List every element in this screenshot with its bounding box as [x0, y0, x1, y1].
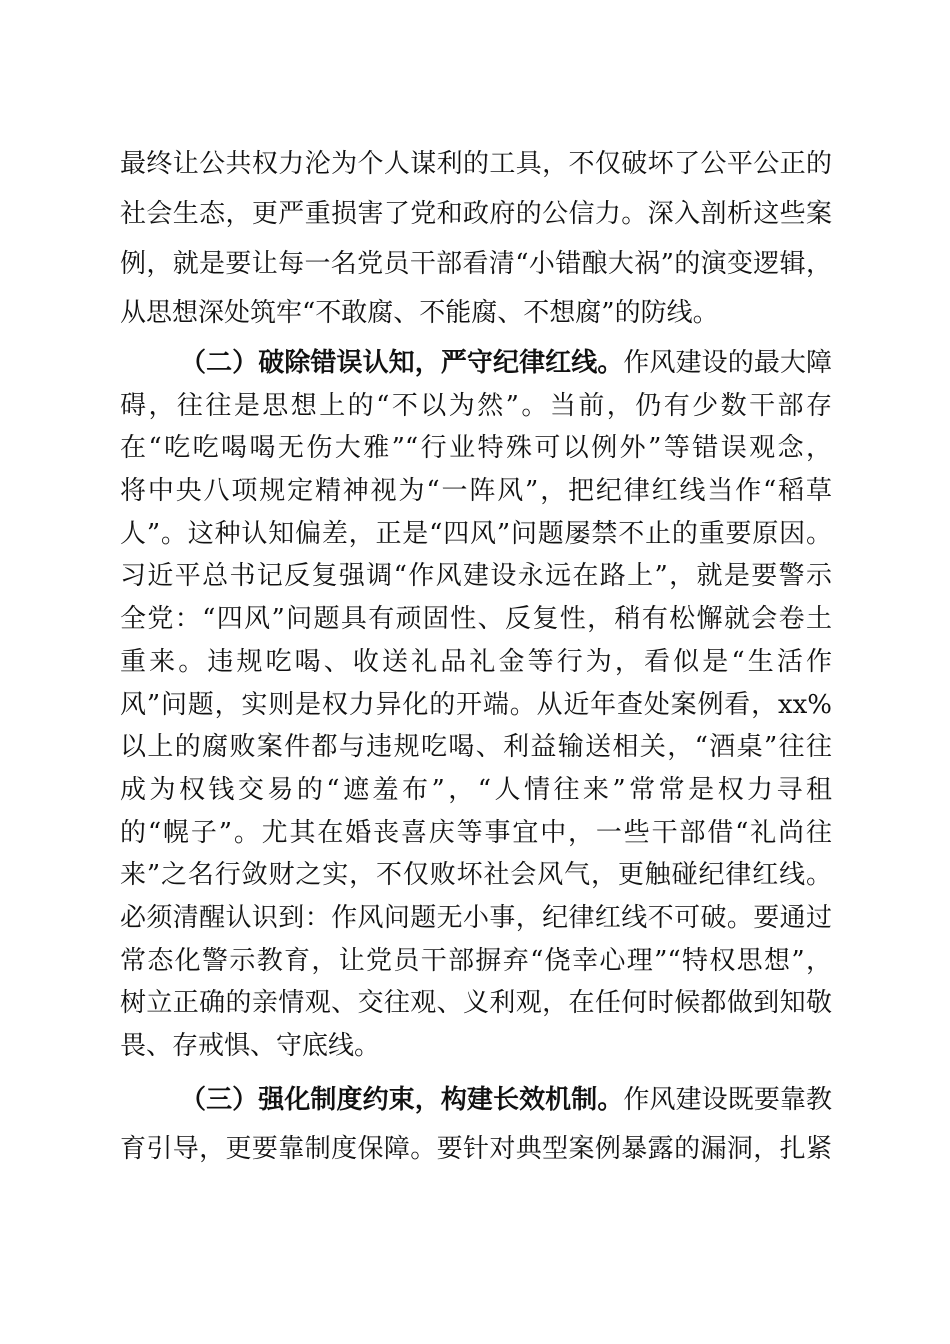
paragraph-2-line-13: 来”之名行敛财之实，不仅败坏社会风气，更触碰纪律红线。: [120, 860, 832, 890]
paragraph-3-heading: （三）强化制度约束，构建长效机制。: [180, 1085, 624, 1115]
paragraph-3-first-line: [180, 1078, 832, 1122]
paragraph-2-first-line-text: 作风建设的最大障: [623, 348, 832, 378]
paragraph-2-line-11: 成为权钱交易的“遮羞布”，“人情往来”常常是权力寻租: [120, 775, 832, 805]
paragraph-3-first-line-text: 作风建设既要靠教: [623, 1085, 832, 1115]
paragraph-2-line-5: 人”。这种认知偏差，正是“四风”问题屡禁不止的重要原因。: [120, 519, 832, 549]
paragraph-2-line-4: 将中央八项规定精神视为“一阵风”，把纪律红线当作“稻草: [120, 476, 832, 506]
paragraph-2-line-17: 畏、存戒惧、守底线。: [120, 1031, 381, 1061]
paragraph-1-line-4: 从思想深处筑牢“不敢腐、不能腐、不想腐”的防线。: [120, 298, 719, 328]
paragraph-2-line-14: 必须清醒认识到：作风问题无小事，纪律红线不可破。要通过: [120, 903, 832, 933]
paragraph-2-line-9: 风”问题，实则是权力异化的开端。从近年查处案例看，xx%: [120, 690, 832, 720]
paragraph-2-line-10: 以上的腐败案件都与违规吃喝、利益输送相关，“酒桌”往往: [120, 732, 832, 762]
paragraph-2-line-15: 常态化警示教育，让党员干部摒弃“侥幸心理”“特权思想”，: [120, 946, 832, 976]
paragraph-2-line-7: 全党：“四风”问题具有顽固性、反复性，稍有松懈就会卷土: [120, 604, 832, 634]
paragraph-2-line-3: 在“吃吃喝喝无伤大雅”“行业特殊可以例外”等错误观念，: [120, 433, 832, 463]
paragraph-2-heading: （二）破除错误认知，严守纪律红线。: [180, 348, 624, 378]
paragraph-1-line-2: 社会生态，更严重损害了党和政府的公信力。深入剖析这些案: [120, 199, 832, 229]
paragraph-2-first-line: [180, 341, 832, 385]
paragraph-2-line-16: 树立正确的亲情观、交往观、义利观，在任何时候都做到知敬: [120, 988, 832, 1018]
paragraph-2-line-6: 习近平总书记反复强调“作风建设永远在路上”，就是要警示: [120, 561, 832, 591]
paragraph-1-line-3: 例，就是要让每一名党员干部看清“小错酿大祸”的演变逻辑，: [120, 249, 832, 279]
paragraph-2-line-2: 碍，往往是思想上的“不以为然”。当前，仍有少数干部存: [120, 391, 832, 421]
paragraph-1-line-1: 最终让公共权力沦为个人谋利的工具，不仅破坏了公平公正的: [120, 149, 832, 179]
paragraph-3-line-2: 育引导，更要靠制度保障。要针对典型案例暴露的漏洞，扎紧: [120, 1134, 832, 1164]
paragraph-2-line-12: 的“幌子”。尤其在婚丧喜庆等事宜中，一些干部借“礼尚往: [120, 818, 832, 848]
paragraph-2-line-8: 重来。违规吃喝、收送礼品礼金等行为，看似是“生活作: [120, 647, 832, 677]
